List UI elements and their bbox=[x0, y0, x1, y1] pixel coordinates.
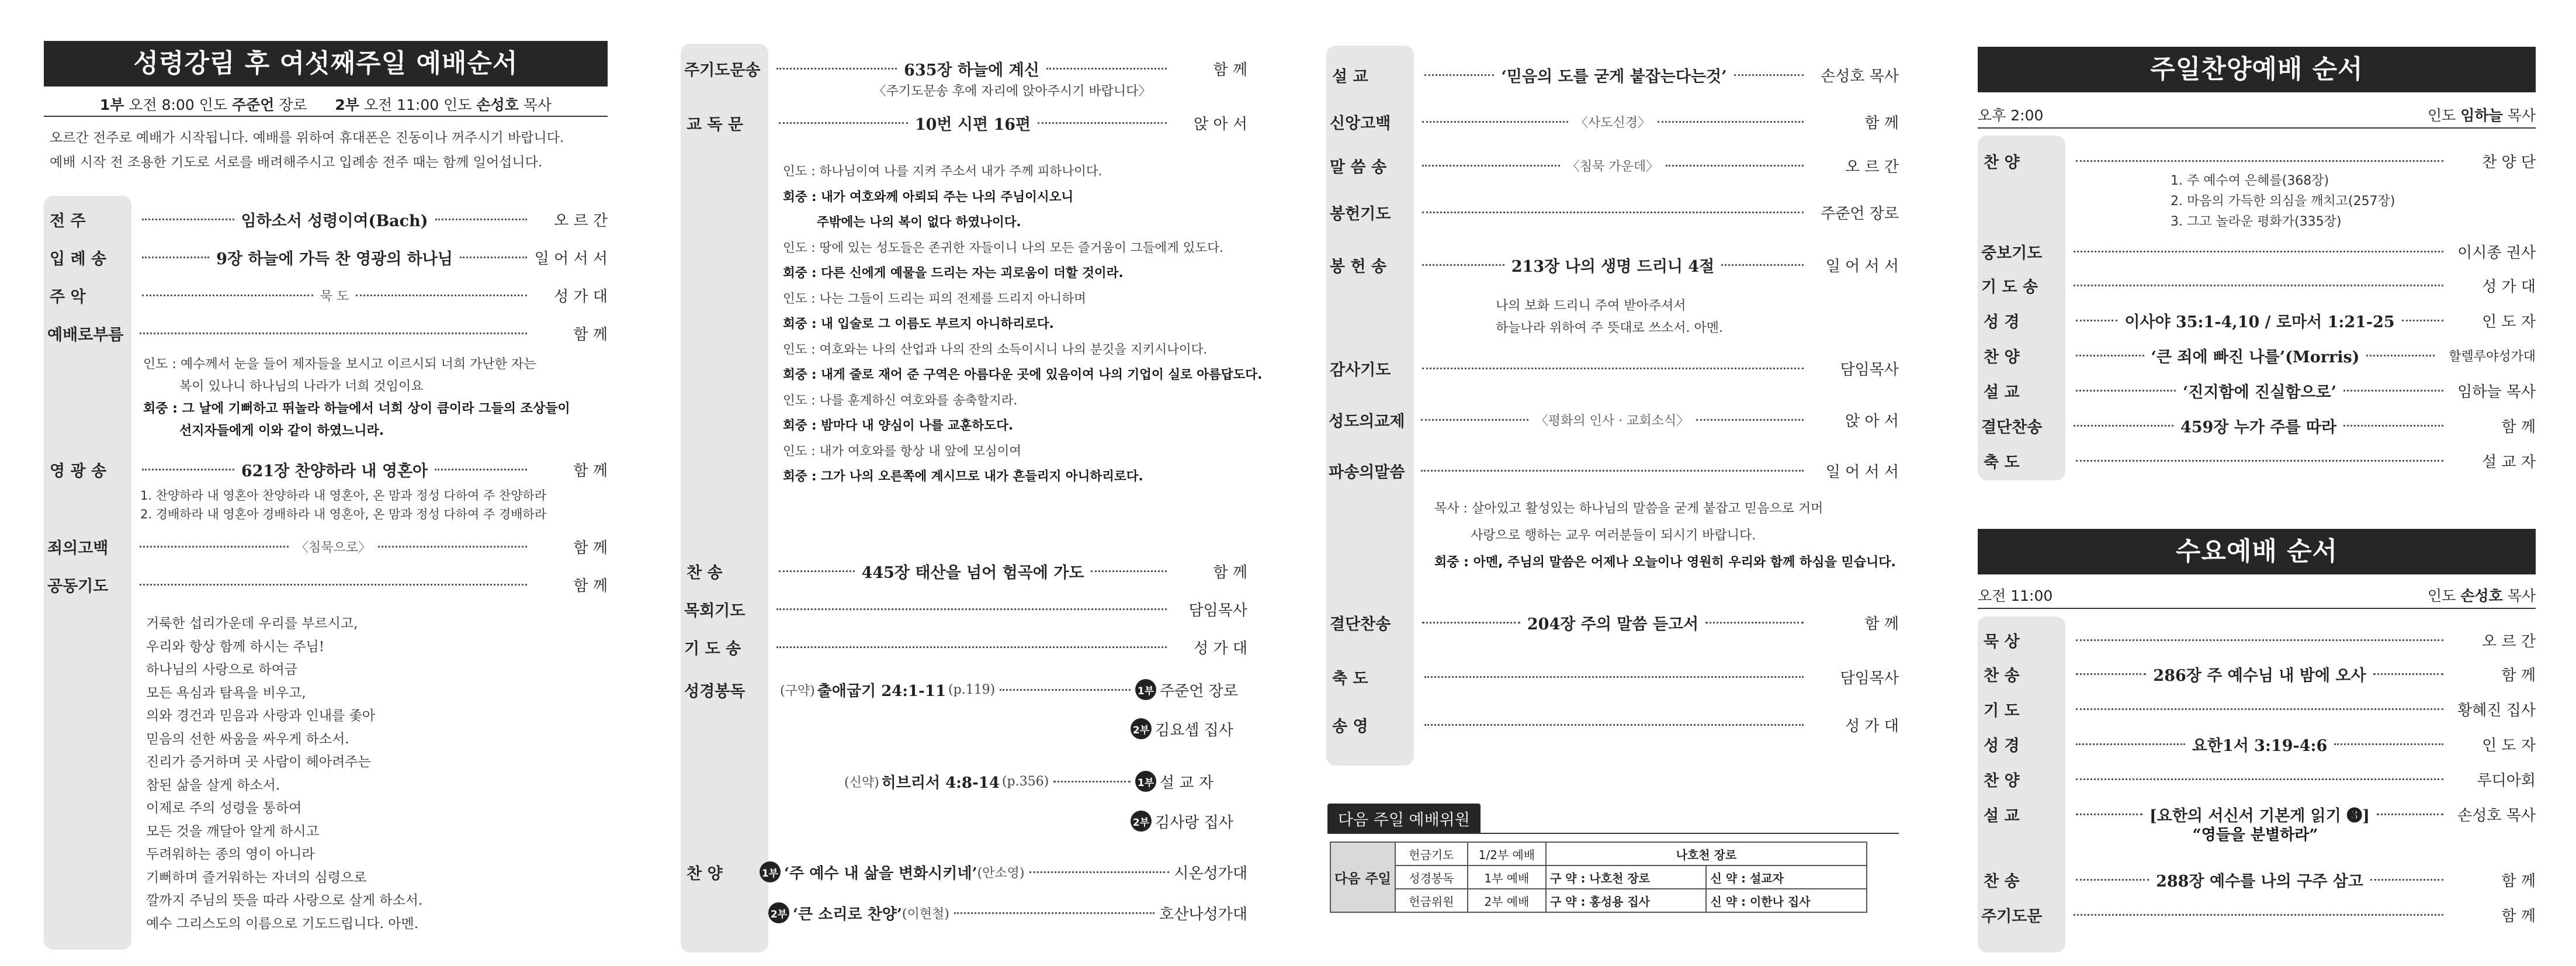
service-1-badge: 1부 bbox=[1135, 679, 1156, 700]
text-field: 설 교 자 bbox=[2482, 453, 2536, 471]
text-field: 예배 시작 전 조용한 기도로 서로를 배려해주시고 입례송 전주 때는 함께 일어섭니다. bbox=[50, 155, 543, 170]
text-field: 교 독 문 bbox=[687, 115, 744, 134]
text-field: 함 께 bbox=[573, 326, 608, 344]
text-field: 함 께 bbox=[1213, 61, 1247, 79]
text-field: 일 어 서 서 bbox=[1825, 463, 1899, 481]
order-row bbox=[1978, 625, 2536, 655]
text-field: 기 도 bbox=[1984, 701, 2020, 720]
text-field: 일 어 서 서 bbox=[1825, 257, 1899, 275]
responsive-reading bbox=[783, 159, 1262, 490]
text-field: 모든 것을 깨달아 알게 하시고 bbox=[146, 823, 319, 839]
order-row bbox=[44, 318, 608, 348]
text-field: ‘주 예수 내 삶을 변화시키네’ bbox=[784, 864, 977, 882]
text-field: 성 가 대 bbox=[2482, 278, 2536, 296]
order-row bbox=[1978, 446, 2536, 475]
text-field: 오 르 간 bbox=[1845, 158, 1899, 176]
text-field: 내가 여호와를 항상 내 앞에 모심이여 bbox=[819, 444, 1022, 459]
text-field: 두려워하는 종의 영이 아니라 bbox=[146, 847, 315, 862]
order-row bbox=[681, 54, 1247, 83]
call-to-worship bbox=[143, 354, 570, 442]
text-field: 밤마다 내 양심이 나를 교훈하도다. bbox=[821, 418, 1014, 433]
text-field: 축 도 bbox=[1984, 453, 2020, 472]
text-field: 헌금기도 bbox=[1395, 842, 1468, 865]
text-field: 2부 bbox=[335, 96, 359, 113]
text-field: 성 가 대 bbox=[1845, 717, 1899, 735]
order-row bbox=[1326, 608, 1899, 637]
text-field: (p.356) bbox=[1001, 774, 1049, 789]
text-field: 2. 경배하라 내 영혼아 경배하라 내 영혼아, 온 맘과 정성 다하여 주 경배하라 bbox=[140, 507, 547, 521]
text-field: 목사 bbox=[523, 96, 552, 113]
order-row bbox=[1978, 764, 2536, 794]
text-field: 진리가 증거하며 곳 사람이 헤아려주는 bbox=[146, 754, 371, 770]
order-row bbox=[681, 632, 1247, 662]
common-prayer bbox=[146, 612, 422, 936]
text-field: 여호와는 나의 산업과 나의 잔의 소득이시니 나의 분깃을 지키시나이다. bbox=[819, 342, 1208, 357]
next-week-heading: 다음 주일 예배위원 bbox=[1327, 804, 1481, 833]
order-row bbox=[1978, 659, 2536, 688]
anthem-row-2 bbox=[768, 898, 1247, 927]
text-field: 손성호 bbox=[476, 96, 519, 113]
sermon-subtitle: “영들을 분별하라” bbox=[2192, 826, 2318, 844]
text-field: 호산나성가대 bbox=[1159, 905, 1247, 923]
text-field: 찬 양 단 bbox=[2482, 153, 2536, 171]
scripture-nt-row-2 bbox=[1131, 806, 1247, 836]
text-field: 루디아회 bbox=[2477, 771, 2536, 790]
text-field: 설 교 자 bbox=[1160, 774, 1214, 792]
order-row bbox=[1326, 662, 1899, 691]
text-field: 우리와 항상 함께 하시는 주님! bbox=[146, 639, 325, 655]
order-row bbox=[1326, 60, 1899, 89]
text-field: 내게 줄로 재어 준 구역은 아름다운 곳에 있음이여 나의 기업이 실로 아름답도다. bbox=[821, 368, 1263, 382]
text-field: 이사야 35:1-4,10 / 로마서 1:21-25 bbox=[2124, 313, 2395, 331]
text-field: 주밖에는 나의 복이 없다 하였나이다. bbox=[817, 215, 1021, 230]
order-row bbox=[1978, 694, 2536, 723]
text-field: 204장 주의 말씀 듣고서 bbox=[1527, 615, 1699, 633]
text-field: 전 주 bbox=[50, 212, 86, 230]
text-field: 예배로부름 bbox=[47, 326, 124, 344]
text-field: 신 약 : 이한나 집사 bbox=[1706, 889, 1867, 912]
text-field: 함 께 bbox=[573, 577, 608, 595]
text-field: 결단찬송 bbox=[1981, 418, 2043, 437]
text-field: 땅에 있는 성도들은 존귀한 자들이니 나의 모든 즐거움이 그들에게 있도다. bbox=[819, 240, 1223, 255]
text-field: (p.119) bbox=[948, 682, 996, 697]
text-field: 결단찬송 bbox=[1330, 615, 1391, 633]
offertory-lyrics bbox=[1496, 295, 1723, 340]
order-row bbox=[1978, 900, 2536, 929]
text-field: 설 교 bbox=[1984, 806, 2020, 825]
text-field: (안소영) bbox=[977, 865, 1025, 881]
text-field: 성 가 대 bbox=[554, 288, 608, 306]
text-field: 635장 하늘에 계신 bbox=[904, 61, 1039, 79]
text-field: 회중 : bbox=[783, 189, 817, 205]
panel-other-services bbox=[1978, 0, 2536, 966]
order-row bbox=[1978, 729, 2536, 759]
text-field: 하나님이여 나를 지켜 주소서 내가 주께 피하나이다. bbox=[819, 164, 1102, 179]
text-field: 출애굽기 24:1-11 bbox=[817, 682, 947, 700]
text-field: 설 교 bbox=[1984, 383, 2020, 401]
praise-service-title: 주일찬양예배 순서 bbox=[1978, 47, 2536, 92]
text-field: 기뻐하며 즐거워하는 자녀의 심령으로 bbox=[146, 870, 367, 885]
text-field: 인도 bbox=[2428, 587, 2456, 604]
anthem-row-1 bbox=[681, 857, 1247, 887]
text-field: 성 경 bbox=[1984, 736, 2020, 755]
text-field: 성 경 bbox=[1984, 313, 2020, 331]
text-field: 그가 나의 오른쪽에 계시므로 내가 흔들리지 아니하리로다. bbox=[821, 469, 1143, 484]
text-field: 임하소서 성령이여(Bach) bbox=[241, 212, 428, 230]
order-row bbox=[681, 108, 1247, 137]
service-2-badge: 2부 bbox=[1131, 718, 1152, 739]
text-field: 1. 주 예수여 은혜를(368장) bbox=[2171, 174, 2329, 188]
text-field: 내가 여호와께 아뢰되 주는 나의 주님이시오니 bbox=[821, 189, 1074, 205]
text-field: 장로 bbox=[279, 96, 307, 113]
panel-order-continued bbox=[681, 0, 1263, 966]
text-field: 인도 : bbox=[783, 164, 816, 179]
text-field: 헌금위원 bbox=[1395, 889, 1468, 912]
order-row bbox=[44, 532, 608, 561]
gloria-lyrics bbox=[140, 486, 546, 524]
text-field: 중보기도 bbox=[1981, 244, 2043, 262]
page-title: 성령강림 후 여섯째주일 예배순서 bbox=[44, 41, 608, 86]
text-field: 9장 하늘에 가득 찬 영광의 하나님 bbox=[216, 250, 453, 268]
text-field: 인도 bbox=[2428, 107, 2456, 124]
order-row bbox=[1978, 865, 2536, 894]
text-field: 김요셉 집사 bbox=[1155, 721, 1233, 739]
text-field: 회중 : bbox=[783, 418, 817, 433]
text-field: 공동기도 bbox=[47, 577, 109, 595]
text-field: 성경봉독 bbox=[1395, 865, 1468, 889]
text-field: 나는 그들이 드리는 피의 전제를 드리지 아니하며 bbox=[819, 291, 1086, 306]
text-field: ‘믿음의 도를 굳게 붙잡는다는것’ bbox=[1501, 67, 1727, 86]
text-field: 1부 bbox=[99, 96, 124, 113]
text-field: 모든 욕심과 탐욕을 비우고, bbox=[146, 685, 306, 701]
text-field: (신약) bbox=[844, 775, 879, 790]
praise-service-time bbox=[1978, 104, 2536, 125]
text-field: 주준언 bbox=[231, 96, 275, 113]
next-week-table bbox=[1330, 842, 1867, 913]
order-row bbox=[44, 205, 608, 234]
text-field: 영 광 송 bbox=[50, 462, 107, 480]
text-field: 2부 예배 bbox=[1468, 889, 1546, 912]
text-field: 찬 양 bbox=[1984, 153, 2020, 172]
panel-sunday-service bbox=[44, 0, 608, 966]
order-row bbox=[1326, 107, 1899, 136]
service-1-badge: 1부 bbox=[760, 861, 781, 882]
text-field: 히브리서 4:8-14 bbox=[881, 774, 1000, 792]
text-field: 오 르 간 bbox=[554, 212, 608, 230]
text-field: 인도 : bbox=[783, 444, 816, 459]
text-field: 다른 신에게 예물을 드리는 자는 괴로움이 더할 것이라. bbox=[821, 266, 1124, 281]
text-field: 함 께 bbox=[573, 462, 608, 480]
text-field: 인도 : 예수께서 눈을 들어 제자들을 보시고 이르시되 너희 가난한 자는 bbox=[143, 357, 536, 372]
wednesday-service-time bbox=[1978, 584, 2536, 605]
order-row bbox=[44, 570, 608, 599]
text-field: ‘진지함에 진실함으로’ bbox=[2183, 383, 2336, 401]
praise-songs bbox=[2171, 171, 2395, 232]
text-field: 〈침묵으로〉 bbox=[296, 540, 372, 555]
service-1-badge: 1부 bbox=[1135, 771, 1156, 792]
text-field: 인도 : bbox=[783, 342, 816, 357]
text-field: 회중 : bbox=[783, 317, 817, 331]
text-field: 앉 아 서 bbox=[1194, 115, 1247, 133]
text-field: 내 입술로 그 이름도 부르지 아니하리로다. bbox=[821, 317, 1054, 331]
text-field: 앉 아 서 bbox=[1845, 412, 1899, 430]
order-row bbox=[44, 243, 608, 272]
sending-word bbox=[1434, 496, 1896, 576]
text-field: 하늘나라 위하여 주 뜻대로 쓰소서. 아멘. bbox=[1496, 321, 1723, 335]
text-field: 찬 송 bbox=[1984, 872, 2020, 891]
text-field: 오전 11:00 인도 bbox=[363, 96, 472, 113]
text-field: 오후 2:00 bbox=[1978, 107, 2044, 124]
text-field: 〈평화의 인사 · 교회소식〉 bbox=[1535, 413, 1690, 428]
text-field: ‘큰 죄에 빠진 나를’(Morris) bbox=[2151, 348, 2360, 366]
text-field: 회중 : bbox=[783, 469, 817, 484]
text-field: 나를 훈계하신 여호와를 송축할지라. bbox=[819, 393, 1018, 408]
text-field: 복이 있나니 하나님의 나라가 너희 것임이요 bbox=[179, 379, 424, 394]
text-field: 선지자들에게 이와 같이 하였느니라. bbox=[179, 424, 384, 438]
scripture-ot-row bbox=[681, 675, 1247, 704]
text-field: 요한1서 3:19-4:6 bbox=[2192, 736, 2328, 755]
text-field: 213장 나의 생명 드리니 4절 bbox=[1511, 257, 1715, 276]
wednesday-service-title: 수요예배 순서 bbox=[1978, 529, 2536, 574]
text-field: 기 도 송 bbox=[1981, 278, 2038, 296]
text-field: 감사기도 bbox=[1330, 361, 1391, 379]
text-field: 황혜진 집사 bbox=[2457, 701, 2536, 719]
text-field: 함 께 bbox=[2501, 872, 2536, 890]
text-field: 할렐루야성가대 bbox=[2449, 349, 2536, 364]
intro-notice bbox=[50, 126, 564, 175]
text-field: 함 께 bbox=[1213, 563, 1247, 581]
order-row bbox=[1326, 250, 1899, 279]
text-field: 담임목사 bbox=[1840, 361, 1899, 379]
text-field: 회중 : bbox=[783, 266, 817, 281]
text-field: 목사 bbox=[2507, 107, 2536, 124]
text-field: 기 도 송 bbox=[684, 639, 741, 658]
text-field: 회중 : 아멘, 주님의 말씀은 어제나 오늘이나 영원히 우리와 함께 하심을 믿습니다. bbox=[1434, 555, 1896, 570]
text-field: 회중 : bbox=[783, 368, 817, 382]
text-field: 파송의말씀 bbox=[1329, 463, 1405, 482]
order-row bbox=[1326, 710, 1899, 739]
text-field: 2. 마음의 가득한 의심을 깨치고(257장) bbox=[2171, 194, 2395, 209]
label-strip bbox=[681, 44, 768, 953]
order-row bbox=[44, 281, 608, 310]
text-field: 죄의고백 bbox=[47, 539, 109, 558]
text-field: 담임목사 bbox=[1840, 669, 1899, 687]
text-field: 찬 양 bbox=[687, 864, 723, 883]
text-field: 축 도 bbox=[1332, 669, 1368, 688]
text-field: 목사 : 살아있고 활성있는 하나님의 말씀을 굳게 붙잡고 믿음으로 거머 bbox=[1434, 501, 1823, 516]
text-field: 거룩한 섭리가운데 우리를 부르시고, bbox=[146, 616, 358, 631]
order-row bbox=[1978, 411, 2536, 440]
order-row bbox=[44, 455, 608, 484]
next-week-label: 다음 주일 bbox=[1330, 842, 1395, 912]
text-field: 함 께 bbox=[573, 539, 608, 557]
text-field: 성도의교제 bbox=[1329, 412, 1405, 431]
text-field: 1. 찬양하라 내 영혼아 찬양하라 내 영혼아, 온 맘과 정성 다하여 주 찬양하라 bbox=[140, 489, 547, 503]
text-field: 오전 8:00 인도 bbox=[129, 96, 228, 113]
text-field: 손성호 bbox=[2460, 587, 2503, 604]
text-field: 주기도문송 bbox=[684, 61, 761, 79]
text-field: 함 께 bbox=[1864, 615, 1899, 633]
text-field: 오 르 간 bbox=[2482, 632, 2536, 650]
text-field: 1/2부 예배 bbox=[1468, 842, 1546, 865]
text-field: 깔까지 주님의 뜻을 따라 사랑으로 살게 하소서. bbox=[146, 893, 423, 908]
text-field: 사랑으로 행하는 교우 여러분들이 되시기 바랍니다. bbox=[1471, 528, 1756, 543]
text-field: 말 씀 송 bbox=[1330, 158, 1387, 176]
text-field: 성 가 대 bbox=[1194, 639, 1247, 657]
text-field: 함 께 bbox=[2501, 666, 2536, 684]
text-field: (구약) bbox=[780, 683, 815, 698]
panel-order-end bbox=[1326, 0, 1899, 966]
text-field: 주준언 장로 bbox=[1160, 682, 1238, 700]
text-field: 주 악 bbox=[50, 288, 86, 306]
text-field: 임하늘 bbox=[2460, 107, 2503, 124]
scripture-ot-row-2 bbox=[1131, 714, 1247, 743]
order-row bbox=[1978, 376, 2536, 405]
text-field: 찬 송 bbox=[1984, 666, 2020, 685]
text-field: 찬 양 bbox=[1984, 348, 2020, 366]
order-row bbox=[681, 556, 1247, 586]
order-row bbox=[1978, 271, 2536, 300]
text-field: 함 께 bbox=[1864, 114, 1899, 132]
text-field: 이시종 권사 bbox=[2457, 244, 2536, 262]
text-field: 일 어 서 서 bbox=[534, 250, 608, 268]
text-field: 나호천 장로 bbox=[1546, 842, 1867, 865]
service-times bbox=[44, 94, 608, 115]
text-field: 〈사도신경〉 bbox=[1575, 115, 1651, 130]
text-field: 〈침묵 가운데〉 bbox=[1566, 159, 1659, 174]
text-field: 1부 예배 bbox=[1468, 865, 1546, 889]
text-field: 신앙고백 bbox=[1330, 114, 1391, 133]
text-field: 회중 : 그 날에 기뻐하고 뛰놀라 하늘에서 너희 상이 큼이라 그들의 조상들이 bbox=[143, 401, 570, 416]
text-field: 오르간 전주로 예배가 시작됩니다. 예배를 위하여 휴대폰은 진동이나 꺼주시기 바랍니다. bbox=[50, 130, 564, 146]
text-field: 담임목사 bbox=[1188, 601, 1247, 619]
order-row bbox=[1978, 341, 2536, 370]
text-field: 임하늘 목사 bbox=[2457, 383, 2536, 401]
service-2-badge: 2부 bbox=[768, 902, 789, 923]
order-row bbox=[1978, 306, 2536, 335]
text-field: 인도 : bbox=[783, 240, 816, 255]
order-row bbox=[1326, 198, 1899, 227]
order-row bbox=[1326, 354, 1899, 383]
text-field: 믿음의 선한 싸움을 싸우게 하소서. bbox=[146, 731, 349, 747]
scripture-nt-row bbox=[768, 767, 1247, 796]
text-field: (이현철) bbox=[902, 906, 949, 922]
text-field: 묵 상 bbox=[1984, 632, 2020, 651]
text-field: 함 께 bbox=[2501, 907, 2536, 925]
text-field: 목회기도 bbox=[684, 601, 746, 620]
order-row bbox=[1326, 456, 1899, 485]
text-field: 송 영 bbox=[1332, 717, 1368, 736]
text-field: 주기도문 bbox=[1981, 907, 2043, 926]
text-field: 설 교 bbox=[1332, 67, 1368, 86]
text-field: 예수 그리스도의 이름으로 기도드립니다. 아멘. bbox=[146, 916, 419, 932]
text-field: 손성호 목사 bbox=[2457, 806, 2536, 825]
text-field: ‘큰 소리로 찬양’ bbox=[793, 905, 902, 923]
service-2-badge: 2부 bbox=[1131, 811, 1152, 832]
text-field: 봉헌기도 bbox=[1330, 205, 1391, 223]
text-field: 봉 헌 송 bbox=[1330, 257, 1387, 276]
text-field: 신 약 : 설교자 bbox=[1706, 865, 1867, 889]
text-field: 3. 그고 놀라운 평화가(335장) bbox=[2171, 214, 2342, 229]
lords-prayer-note: 〈주기도문송 후에 자리에 앉아주시기 바랍니다〉 bbox=[873, 84, 1152, 99]
text-field: 오전 11:00 bbox=[1978, 587, 2053, 604]
text-field: 인 도 자 bbox=[2482, 736, 2536, 754]
text-field: 288장 예수를 나의 구주 삼고 bbox=[2156, 872, 2363, 891]
text-field: 459장 누가 주를 따라 bbox=[2180, 418, 2337, 437]
text-field: 찬 양 bbox=[1984, 771, 2020, 790]
text-field: 목사 bbox=[2507, 587, 2536, 604]
text-field: 손성호 목사 bbox=[1821, 67, 1899, 85]
order-row bbox=[1326, 151, 1899, 180]
order-row bbox=[1326, 405, 1899, 434]
text-field: 인도 : bbox=[783, 291, 816, 306]
text-field: 함 께 bbox=[2501, 418, 2536, 436]
text-field: 이제로 주의 성령을 통하여 bbox=[146, 801, 302, 816]
order-row bbox=[681, 594, 1247, 624]
text-field: 주준언 장로 bbox=[1821, 205, 1899, 223]
text-field: 445장 태산을 넘어 험곡에 가도 bbox=[861, 563, 1084, 582]
order-row bbox=[1978, 237, 2536, 266]
text-field: 입 례 송 bbox=[50, 250, 107, 268]
text-field: 286장 주 예수님 내 밤에 오사 bbox=[2153, 666, 2366, 685]
text-field: 621장 찬양하라 내 영혼아 bbox=[241, 462, 428, 480]
text-field: 인도 : bbox=[783, 393, 816, 408]
text-field: 하나님의 사랑으로 하여금 bbox=[146, 662, 298, 677]
text-field: 성경봉독 bbox=[684, 682, 746, 701]
text-field: 시온성가대 bbox=[1174, 864, 1247, 882]
text-field: 10번 시편 16편 bbox=[914, 115, 1031, 134]
text-field: 구 약 : 홍성용 집사 bbox=[1546, 889, 1707, 912]
text-field: 묵 도 bbox=[320, 289, 349, 304]
text-field: 의와 경건과 믿음과 사랑과 인내를 좇아 bbox=[146, 708, 376, 723]
text-field: 김사랑 집사 bbox=[1155, 813, 1233, 832]
text-field: 구 약 : 나호천 장로 bbox=[1546, 865, 1707, 889]
text-field: 인 도 자 bbox=[2482, 313, 2536, 331]
text-field: 찬 송 bbox=[687, 563, 723, 582]
text-field: 참된 삶을 살게 하소서. bbox=[146, 777, 280, 793]
text-field: [요한의 서신서 기본게 읽기 ❸] bbox=[2149, 806, 2370, 825]
text-field: 나의 보화 드리니 주여 받아주셔서 bbox=[1496, 299, 1686, 313]
